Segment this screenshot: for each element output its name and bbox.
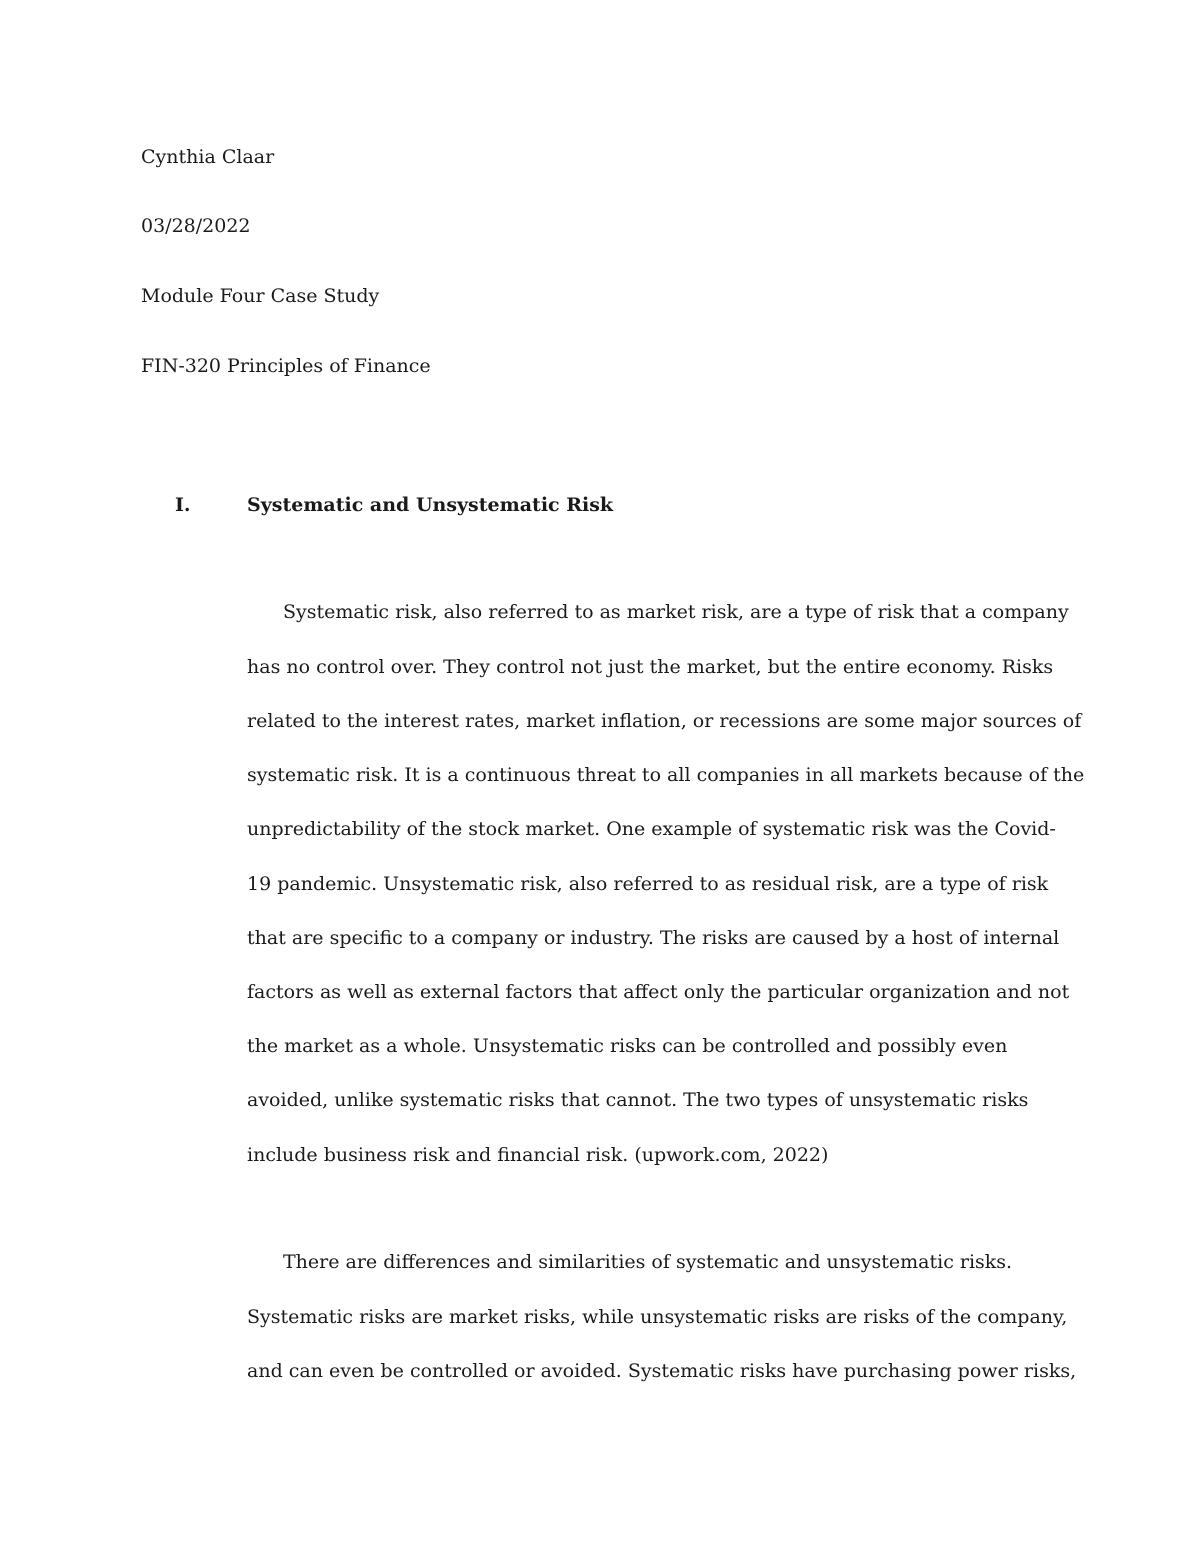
paragraph-line: that are specific to a company or industry. The risks are caused by a host of internal <box>247 927 1060 949</box>
paragraph-line: unpredictability of the stock market. One example of systematic risk was the Covid- <box>247 818 1056 840</box>
course-name: FIN-320 Principles of Finance <box>141 355 431 377</box>
paragraph-line: include business risk and financial risk. (upwork.com, 2022) <box>247 1144 829 1166</box>
paragraph-line: the market as a whole. Unsystematic risks can be controlled and possibly even <box>247 1035 1008 1057</box>
document-date: 03/28/2022 <box>141 215 251 237</box>
paragraph-line: has no control over. They control not just the market, but the entire economy. Risks <box>247 656 1054 678</box>
paragraph-line: systematic risk. It is a continuous threat to all companies in all markets because of the <box>247 764 1085 786</box>
paragraph-line: There are differences and similarities of systematic and unsystematic risks. <box>283 1251 1013 1273</box>
paragraph-line: factors as well as external factors that affect only the particular organization and not <box>247 981 1070 1003</box>
paragraph-line: avoided, unlike systematic risks that cannot. The two types of unsystematic risks <box>247 1089 1029 1111</box>
author-name: Cynthia Claar <box>141 146 275 168</box>
paragraph-line: 19 pandemic. Unsystematic risk, also referred to as residual risk, are a type of risk <box>247 873 1049 895</box>
section-numeral: I. <box>175 494 191 516</box>
paragraph-line: related to the interest rates, market inflation, or recessions are some major sources of <box>247 710 1082 732</box>
paragraph-line: Systematic risk, also referred to as market risk, are a type of risk that a company <box>283 601 1069 623</box>
assignment-title: Module Four Case Study <box>141 285 380 307</box>
section-heading <box>0 493 1200 519</box>
paragraph-line: and can even be controlled or avoided. Systematic risks have purchasing power risks, <box>247 1360 1077 1382</box>
paragraph-line: Systematic risks are market risks, while unsystematic risks are risks of the company, <box>247 1306 1068 1328</box>
section-title: Systematic and Unsystematic Risk <box>247 494 614 516</box>
